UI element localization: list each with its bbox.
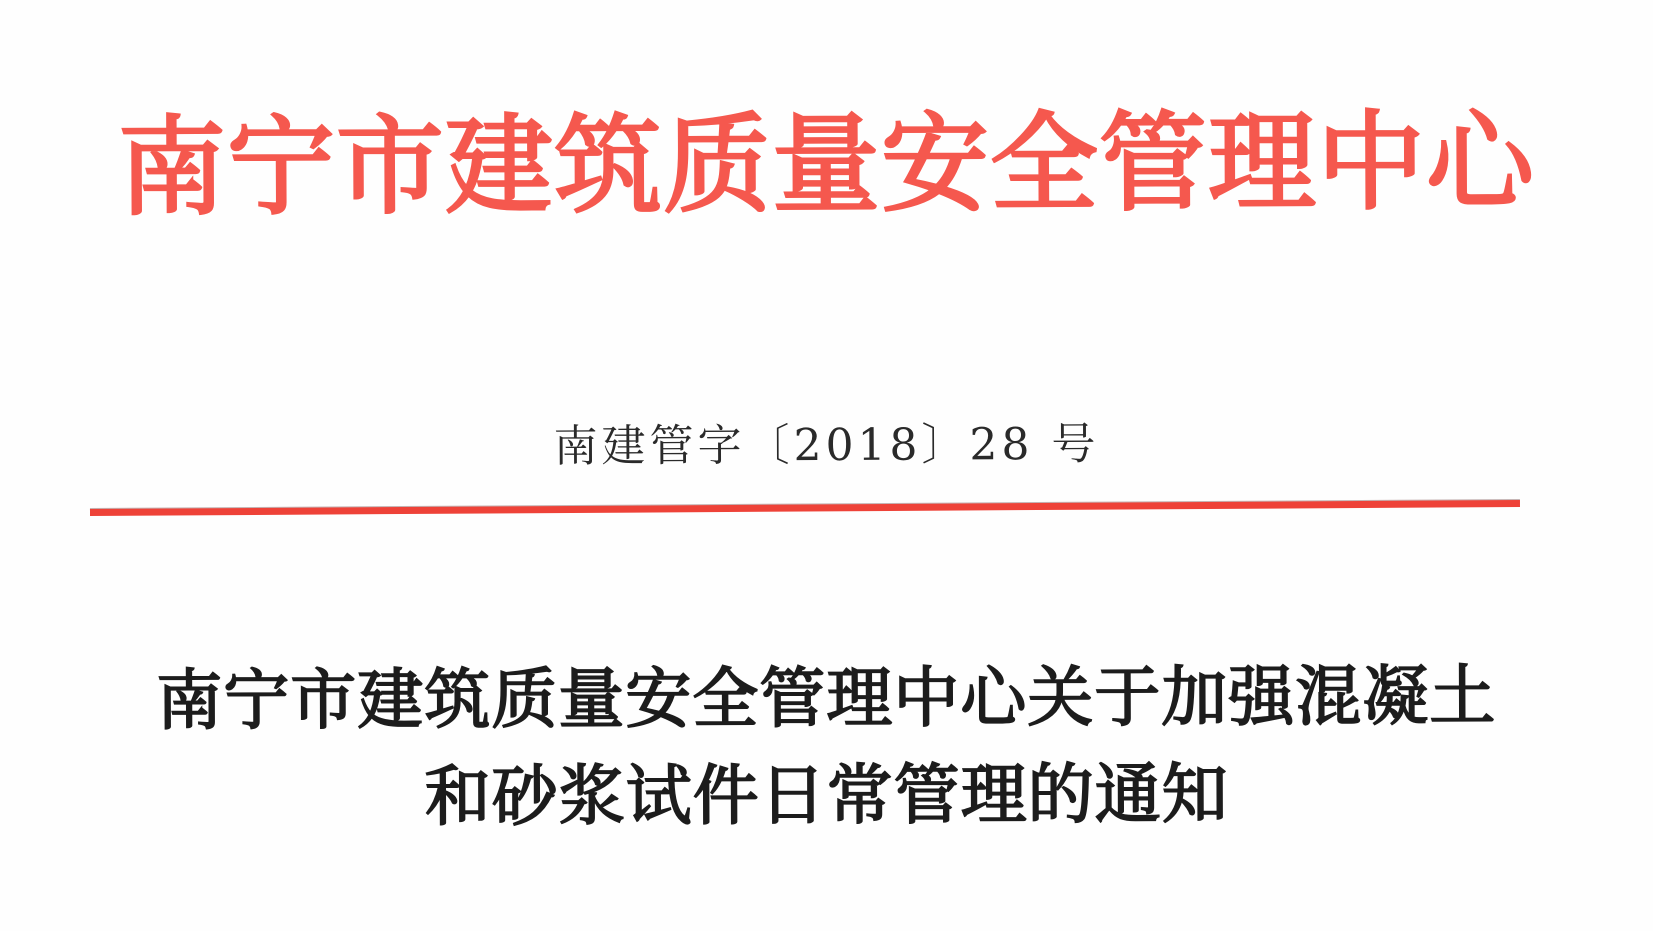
document-title [0,647,1653,847]
org-name-header: 南宁市建筑质量安全管理中心 [117,98,1536,232]
document-title-line2: 和砂浆试件日常管理的通知 [424,754,1229,836]
document-title-line1: 南宁市建筑质量安全管理中心关于加强混凝土 [156,656,1497,740]
red-divider-line [90,500,1520,516]
document-number: 南建管字〔2018〕28 号 [553,418,1100,473]
